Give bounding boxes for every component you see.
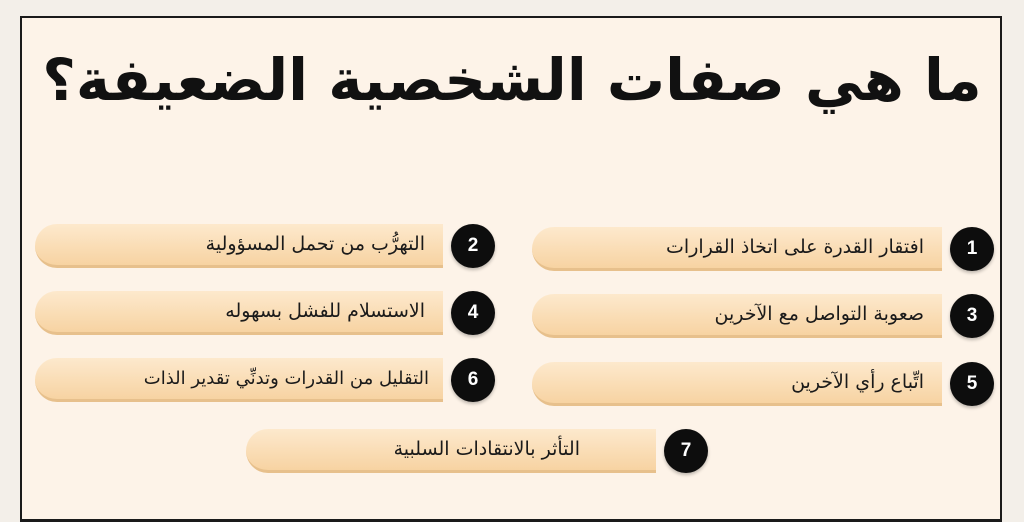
- number-badge-6: 6: [451, 358, 495, 402]
- trait-item-1: [532, 227, 942, 271]
- trait-text: صعوبة التواصل مع الآخرين: [714, 303, 924, 325]
- number-badge-3: 3: [950, 294, 994, 338]
- number-badge-7: 7: [664, 429, 708, 473]
- trait-text: التأثر بالانتقادات السلبية: [393, 438, 580, 460]
- trait-text: اتِّباع رأي الآخرين: [791, 371, 924, 393]
- trait-item-3: [532, 294, 942, 338]
- number-badge-1: 1: [950, 227, 994, 271]
- page-title: ما هي صفات الشخصية الضعيفة؟: [42, 46, 982, 114]
- trait-item-7: [246, 429, 656, 473]
- number-badge-2: 2: [451, 224, 495, 268]
- number-badge-5: 5: [950, 362, 994, 406]
- trait-item-2: [35, 224, 443, 268]
- trait-item-5: [532, 362, 942, 406]
- trait-item-6: [35, 358, 443, 402]
- trait-text: الاستسلام للفشل بسهوله: [225, 300, 425, 322]
- trait-text: التقليل من القدرات وتدنِّي تقدير الذات: [143, 368, 429, 389]
- number-badge-4: 4: [451, 291, 495, 335]
- trait-item-4: [35, 291, 443, 335]
- trait-text: التهرُّب من تحمل المسؤولية: [205, 233, 425, 255]
- trait-text: افتقار القدرة على اتخاذ القرارات: [666, 236, 924, 258]
